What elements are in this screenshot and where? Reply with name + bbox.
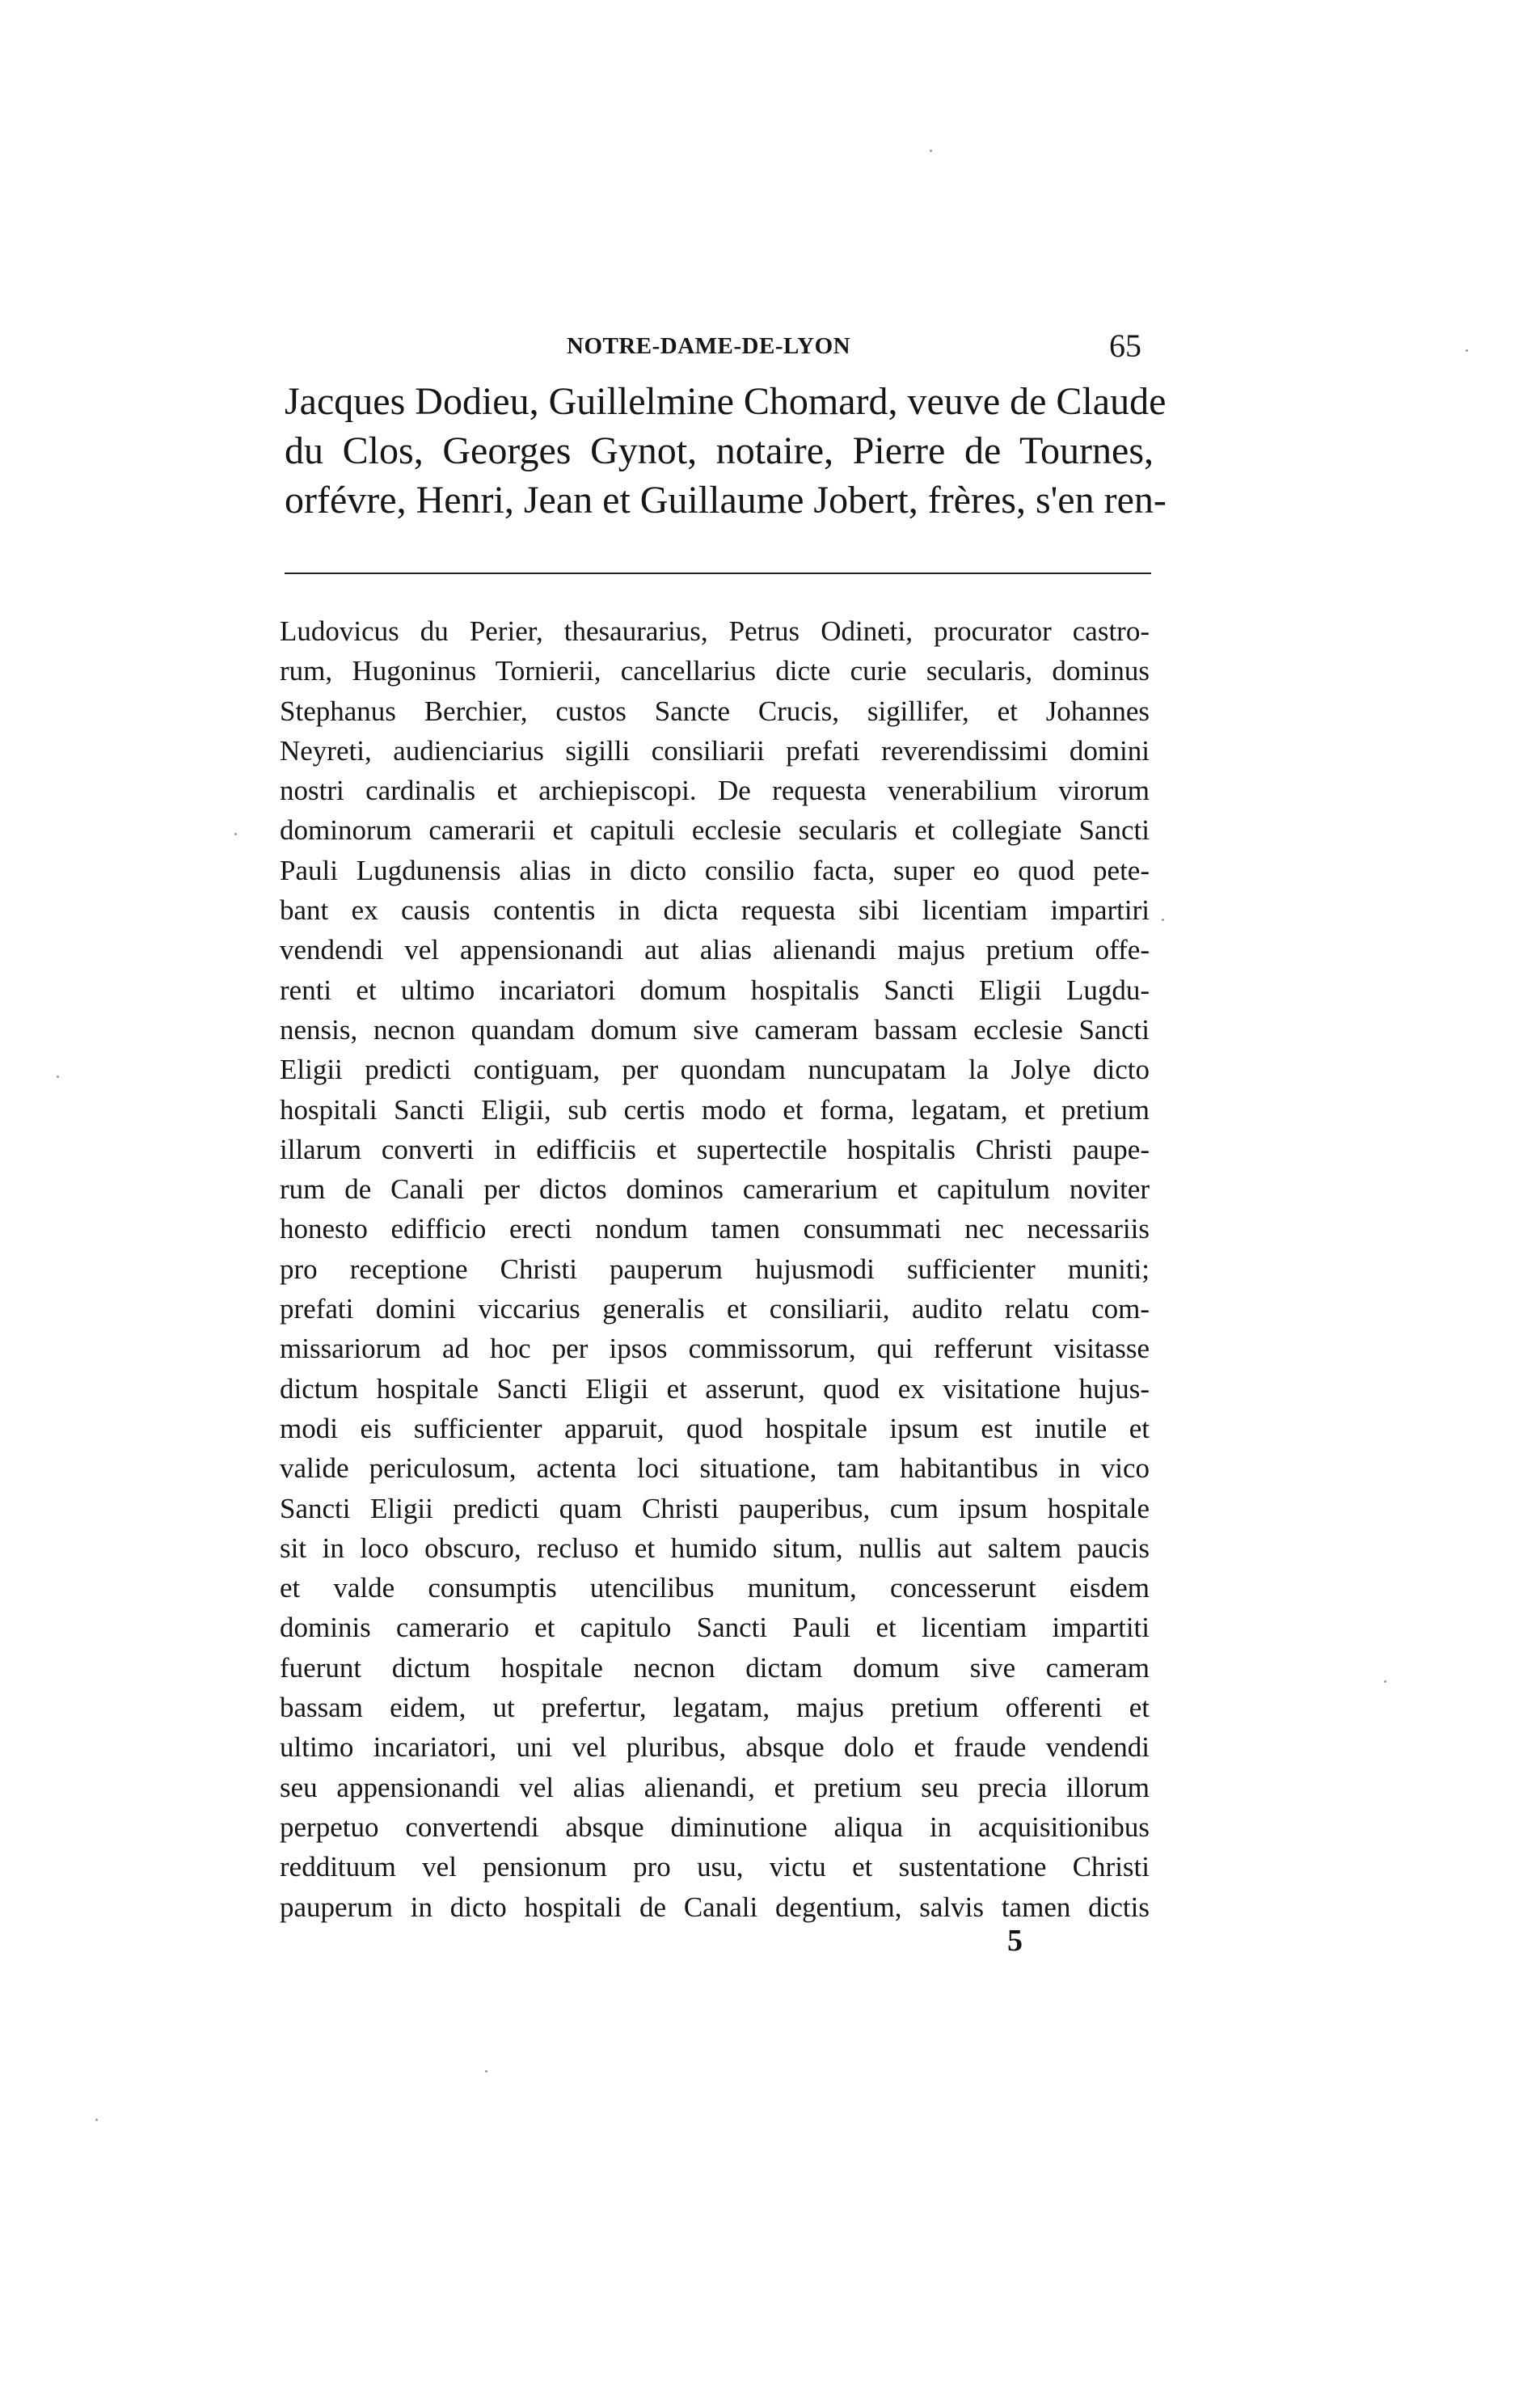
paper-speck (95, 2119, 98, 2121)
paper-speck (485, 2070, 487, 2073)
footnote-line: bassam eidem, ut prefertur, legatam, majus pretium offerenti et (280, 1692, 1150, 1724)
paper-speck (1384, 1680, 1386, 1683)
footnote-line: pro receptione Christi pauperum hujusmodi sufficienter muniti; (280, 1253, 1150, 1285)
footnote-line: dominis camerario et capitulo Sancti Pauli et licentiam impartiti (280, 1612, 1150, 1644)
footnote-line: ultimo incariatori, uni vel pluribus, absque dolo et fraude vendendi (280, 1731, 1150, 1764)
footnote-line: reddituum vel pensionum pro usu, victu et sustentatione Christi (280, 1851, 1150, 1883)
paper-speck (930, 150, 932, 152)
footnote-line: pauperum in dicto hospitali de Canali degentium, salvis tamen dictis (280, 1891, 1150, 1923)
footnote-line: prefati domini viccarius generalis et consiliarii, audito relatu com- (280, 1293, 1150, 1325)
footnote-block (280, 611, 1150, 1927)
footnote-line: sit in loco obscuro, recluso et humido situm, nullis aut saltem paucis (280, 1532, 1150, 1564)
footnote-line: honesto edifficio erecti nondum tamen consummati nec necessariis (280, 1213, 1150, 1245)
footnote-line: Stephanus Berchier, custos Sancte Crucis, sigillifer, et Johannes (280, 695, 1150, 727)
footnote-line: Neyreti, audienciarius sigilli consiliarii prefati reverendissimi domini (280, 734, 1150, 767)
main-text-line: orfévre, Henri, Jean et Guillaume Jobert, frères, s'en ren- (285, 479, 1167, 522)
signature-mark: 5 (1007, 1924, 1023, 1958)
footnote-line: Pauli Lugdunensis alias in dicto consilio facta, super eo quod pete- (280, 854, 1150, 886)
footnote-line: seu appensionandi vel alias alienandi, et pretium seu precia illorum (280, 1771, 1150, 1803)
footnote-line: perpetuo convertendi absque diminutione aliqua in acquisitionibus (280, 1811, 1150, 1843)
main-text-line: Jacques Dodieu, Guillelmine Chomard, veuve de Claude (285, 380, 1167, 423)
page-number: 65 (1109, 327, 1141, 364)
footnote-line: Ludovicus du Perier, thesaurarius, Petrus Odineti, procurator castro- (280, 615, 1150, 647)
main-text-block (285, 377, 1167, 525)
paper-speck (234, 833, 237, 835)
running-head (285, 327, 1141, 367)
footnote-line: hospitali Sancti Eligii, sub certis modo et forma, legatam, et pretium (280, 1093, 1150, 1126)
footnote-line: rum, Hugoninus Tornierii, cancellarius dicte curie secularis, dominus (280, 655, 1150, 687)
footnote-line: rum de Canali per dictos dominos camerarium et capitulum noviter (280, 1173, 1150, 1206)
footnote-line: Sancti Eligii predicti quam Christi pauperibus, cum ipsum hospitale (280, 1492, 1150, 1524)
footnote-line: dictum hospitale Sancti Eligii et asserunt, quod ex visitatione hujus- (280, 1372, 1150, 1405)
main-text-line: du Clos, Georges Gynot, notaire, Pierre de Tournes, (285, 429, 1154, 472)
footnote-line: et valde consumptis utencilibus munitum, concesserunt eisdem (280, 1572, 1150, 1604)
paper-speck (1162, 919, 1164, 921)
footnote-line: valide periculosum, actenta loci situatione, tam habitantibus in vico (280, 1452, 1150, 1485)
footnote-separator-rule (285, 573, 1151, 574)
footnote-line: bant ex causis contentis in dicta requesta sibi licentiam impartiri (280, 894, 1150, 927)
footnote-line: dominorum camerarii et capituli ecclesie secularis et collegiate Sancti (280, 814, 1150, 847)
footnote-line: missariorum ad hoc per ipsos commissorum, qui refferunt visitasse (280, 1333, 1150, 1365)
footnote-line: fuerunt dictum hospitale necnon dictam domum sive cameram (280, 1651, 1150, 1684)
paper-speck (1466, 349, 1468, 352)
footnote-line: nensis, necnon quandam domum sive cameram bassam ecclesie Sancti (280, 1013, 1150, 1046)
footnote-line: illarum converti in edifficiis et supertectile hospitalis Christi paupe- (280, 1133, 1150, 1165)
paper-speck (57, 1075, 59, 1078)
running-title: NOTRE-DAME-DE-LYON (567, 333, 851, 359)
footnote-line: renti et ultimo incariatori domum hospitalis Sancti Eligii Lugdu- (280, 974, 1150, 1006)
footnote-line: nostri cardinalis et archiepiscopi. De requesta venerabilium virorum (280, 775, 1150, 807)
footnote-line: Eligii predicti contiguam, per quondam nuncupatam la Jolye dicto (280, 1054, 1150, 1086)
footnote-line: vendendi vel appensionandi aut alias alienandi majus pretium offe- (280, 934, 1150, 966)
footnote-line: modi eis sufficienter apparuit, quod hospitale ipsum est inutile et (280, 1412, 1150, 1444)
